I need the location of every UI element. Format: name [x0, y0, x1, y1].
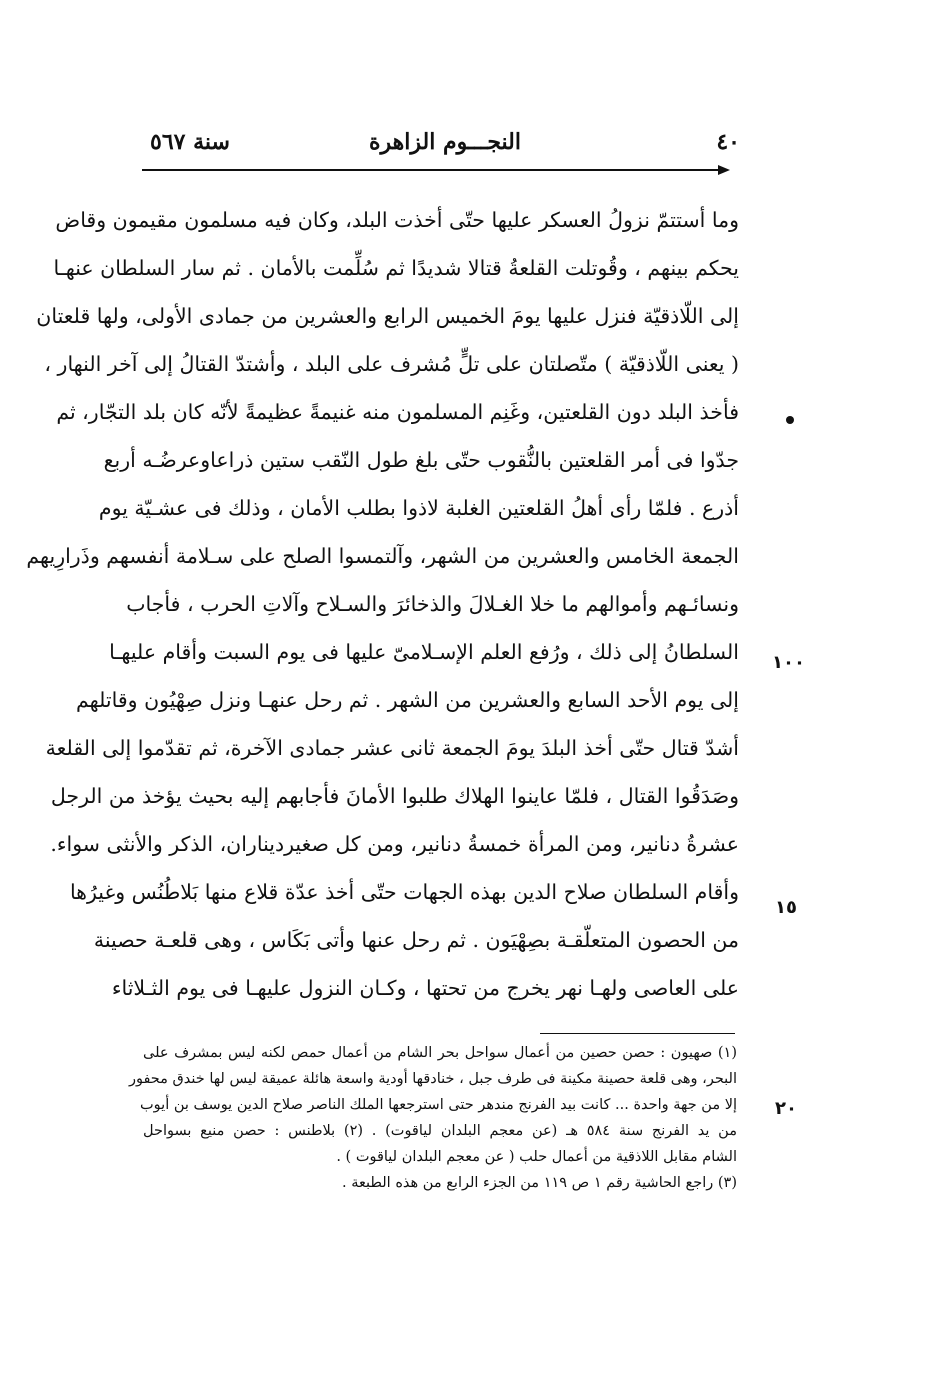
margin-number-line-15: ١٥	[775, 897, 797, 918]
footnote-line: من يد الفرنج سنة ٥٨٤ هـ (عن معجم البلدان لياقوت) . (٢) بلاطنس : حصن منيع بسواحل	[143, 1123, 737, 1139]
footnote-line: البحر، وهى قلعة حصينة مكينة فى طرف جبل ، خنادقها أودية واسعة هائلة عميقة ليس لها خندق محفور	[128, 1071, 737, 1087]
text-line: من الحصون المتعلّقـة بصِهْيَون . ثم رحل عنها وأتى بَكَاس ، وهى قلعـة حصينة	[93, 928, 739, 952]
footnote-line: (٣) راجع الحاشية رقم ١ ص ١١٩ من الجزء الرابع من هذه الطبعة .	[342, 1175, 737, 1191]
footnote-line: (١) صهيون : حصن حصين من أعمال سواحل بحر الشام من أعمال حمص لكنه ليس بمشرف على	[143, 1045, 737, 1061]
page-number: ٤٠	[716, 129, 740, 155]
page-header	[150, 125, 740, 165]
main-text	[26, 196, 739, 1012]
text-line: وما أستتمّ نزولُ العسكر عليها حتّى أخذت البلد، وكان فيه مسلمون مقيمون وقاض	[55, 208, 739, 232]
footnote-line: إلا من جهة واحدة ... كانت بيد الفرنج مندهر حتى استرجعها الملك الناصر صلاح الدين يوسف بن أيوب	[140, 1097, 737, 1113]
text-line: إلى اللّاذقيّة فنزل عليها يومَ الخميس الرابع والعشرين من جمادى الأولى، ولها قلعتان	[36, 304, 739, 328]
margin-number-line-10: ١٠٠	[772, 652, 805, 673]
text-line: فأخذ البلد دون القلعتين، وغَنِم المسلمون منه غنيمةً عظيمةً لأنّه كان بلد التجّار، ثم	[56, 400, 739, 424]
text-line: وأقام السلطان صلاح الدين بهذه الجهات حتّى أخذ عدّة قلاع منها بَلاطُنُس وغيرُها	[69, 880, 739, 904]
header-rule-ornament	[718, 165, 730, 175]
running-title: النجـــوم الزاهرة	[369, 129, 521, 155]
footnote-separator	[540, 1033, 735, 1034]
margin-dot-marker	[786, 416, 794, 424]
text-line: وصَدَقُوا القتال ، فلمّا عاينوا الهلاك طلبوا الأمانَ فأجابهم إليه بحيث يؤخذ من الرجل	[50, 784, 739, 808]
footnote-line: الشام مقابل اللاذقية من أعمال حلب ( عن معجم البلدان لياقوت ) .	[336, 1149, 737, 1165]
margin-number-footnote-20: ٢٠	[775, 1098, 797, 1119]
text-line: جدّوا فى أمر القلعتين بالنُّقوب حتّى بلغ طول النّقب ستين ذراعاوعرضُـه أربع	[103, 448, 739, 472]
header-rule	[142, 169, 720, 171]
text-line: ( يعنى اللّاذقيّة ) متّصلتان على تلٍّ مُشرف على البلد ، وأشتدّ القتالُ إلى آخر النهار ،	[44, 352, 739, 376]
text-line: إلى يوم الأحد السابع والعشرين من الشهر . ثم رحل عنهـا ونزل صِهْيُون وقاتلهم	[76, 688, 739, 712]
text-line: أشدّ قتال حتّى أخذ البلدَ يومَ الجمعة ثانى عشر جمادى الآخرة، ثم تقدّموا إلى القلعة	[45, 736, 739, 760]
text-line: الجمعة الخامس والعشرين من الشهر، وآلتمسوا الصلح على سـلامة أنفسهم وذَرارِيهم	[26, 544, 739, 568]
text-line: عشرةُ دنانير، ومن المرأة خمسةُ دنانير، ومن كل صغيرديناران، الذكر والأنثى سواء.	[50, 832, 739, 856]
text-line: يحكم بينهم ، وقُوتلت القلعةُ قتالا شديدًا ثم سُلِّمت بالأمان . ثم سار السلطان عنهـا	[53, 256, 739, 280]
year-label: سنة ٥٦٧	[150, 129, 230, 155]
text-line: على العاصى ولهـا نهر يخرج من تحتها ، وكـان النزول عليهـا فى يوم الثـلاثاء	[111, 976, 739, 1000]
text-line: السلطانُ إلى ذلك ، ورُفع العلم الإسـلامىّ عليها فى يوم السبت وأقام عليهـا	[109, 640, 739, 664]
text-line: أذرع . فلمّا رأى أهلُ القلعتين الغلبة لاذوا بطلب الأمان ، وذلك فى عشـيّة يوم	[98, 496, 739, 520]
text-line: ونسائـهم وأموالهم ما خلا الغـلالَ والذخائرَ والسـلاح وآلاتِ الحرب ، فأجاب	[126, 592, 739, 616]
footnotes	[128, 1040, 737, 1196]
